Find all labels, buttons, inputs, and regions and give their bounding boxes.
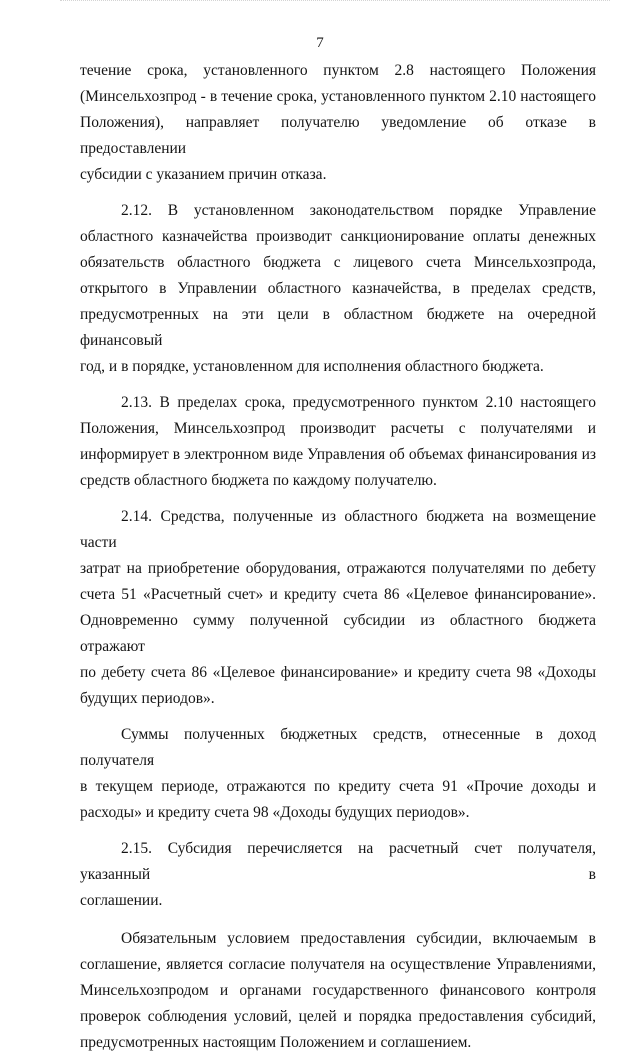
text-line: соглашение, является согласие получателя на осуществление Управлениями, xyxy=(80,956,596,973)
text-line: расходы» и кредиту счета 98 «Доходы будущих периодов». xyxy=(80,804,470,821)
text-line: 2.15. Субсидия перечисляется на расчетный счет получателя, указанный в xyxy=(80,840,596,883)
text-line: будущих периодов». xyxy=(80,690,215,707)
text-line: 2.13. В пределах срока, предусмотренного пунктом 2.10 настоящего xyxy=(121,394,596,411)
scan-top-edge xyxy=(60,0,610,4)
text-line: по дебету счета 86 «Целевое финансирование» и кредиту счета 98 «Доходы xyxy=(80,664,596,681)
text-line: счета 51 «Расчетный счет» и кредиту счета 86 «Целевое финансирование». xyxy=(80,586,596,603)
text-line: Положения), направляет получателю уведомление об отказе в предоставлении xyxy=(80,114,596,157)
page-number: 7 xyxy=(316,35,324,51)
text-line: Суммы полученных бюджетных средств, отнесенные в доход получателя xyxy=(80,726,596,769)
text-line: открытого в Управлении областного казначейства, в пределах средств, xyxy=(80,280,596,297)
text-line: субсидии с указанием причин отказа. xyxy=(80,166,327,183)
text-line: областного казначейства производит санкционирование оплаты денежных xyxy=(80,228,596,245)
text-line: обязательств областного бюджета с лицевого счета Минсельхозпрода, xyxy=(80,254,596,271)
text-line: соглашении. xyxy=(80,892,163,909)
text-line: (Минсельхозпрод - в течение срока, установленного пунктом 2.10 настоящего xyxy=(80,88,596,105)
text-line: Положения, Минсельхозпрод производит расчеты с получателями и xyxy=(80,420,596,437)
text-line: течение срока, установленного пунктом 2.8 настоящего Положения xyxy=(80,62,596,79)
text-line: 2.14. Средства, полученные из областного бюджета на возмещение части xyxy=(80,508,596,551)
text-line: предусмотренных настоящим Положением и соглашением. xyxy=(80,1034,472,1051)
text-line: Обязательным условием предоставления субсидии, включаемым в xyxy=(121,930,596,947)
text-line: средств областного бюджета по каждому получателю. xyxy=(80,472,437,489)
text-line: год, и в порядке, установленном для исполнения областного бюджета. xyxy=(80,358,544,375)
text-line: затрат на приобретение оборудования, отражаются получателями по дебету xyxy=(80,560,596,577)
text-line: Минсельхозпродом и органами государственного финансового контроля xyxy=(80,982,596,999)
text-line: информирует в электронном виде Управления об объемах финансирования из xyxy=(80,446,596,463)
document-body xyxy=(80,58,596,1056)
text-line: 2.12. В установленном законодательством порядке Управление xyxy=(121,202,596,219)
text-line: в текущем периоде, отражаются по кредиту счета 91 «Прочие доходы и xyxy=(80,778,596,795)
text-line: Одновременно сумму полученной субсидии из областного бюджета отражают xyxy=(80,612,596,655)
text-line: проверок соблюдения условий, целей и порядка предоставления субсидий, xyxy=(80,1008,596,1025)
text-line: предусмотренных на эти цели в областном бюджете на очередной финансовый xyxy=(80,306,596,349)
